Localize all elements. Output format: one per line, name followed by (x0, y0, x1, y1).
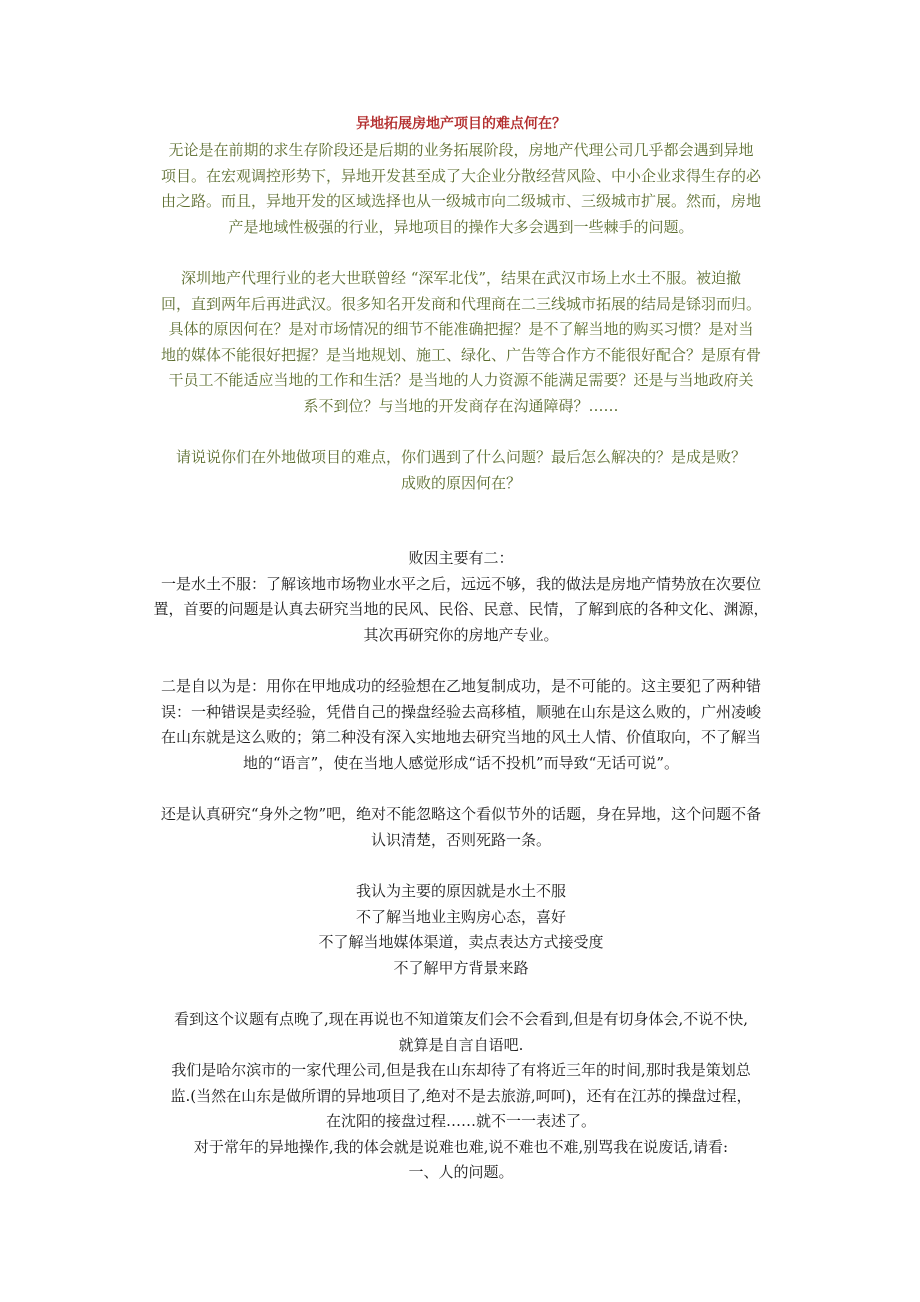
reply-line: 在山东就是这么败的；第二种没有深入实地地去研究当地的风土人情、价值取向，不了解当 (160, 728, 761, 746)
spacer (140, 240, 782, 266)
shenzhen-paragraph (140, 266, 782, 419)
intro-line: 项目。在宏观调控形势下，异地开发甚至成了大企业分散经营风险、中小企业求得生存的必 (160, 166, 761, 185)
reply-line: 不了解甲方背景来路 (393, 958, 529, 977)
reply-line: 监.(当然在山东是做所谓的异地项目了,绝对不是去旅游,呵呵)，还有在江苏的操盘过程， (170, 1086, 752, 1105)
shenzhen-line: 干员工不能适应当地的工作和生活？是当地的人力资源不能满足需要？还是与当地政府关 (168, 371, 754, 389)
shenzhen-line: 具体的原因何在？是对市场情况的细节不能准确把握？是不了解当地的购买习惯？是对当 (168, 320, 754, 338)
shenzhen-line: 系不到位？与当地的开发商存在沟通障碍？…… (303, 396, 619, 415)
spacer (140, 648, 782, 674)
reply-line: 在沈阳的接盘过程……就不一一表述了。 (325, 1112, 596, 1130)
reply-line: 二是自以为是：用你在甲地成功的经验想在乙地复制成功，是不可能的。这主要犯了两种错 (160, 677, 761, 695)
reply-line: 看到这个议题有点晚了,现在再说也不知道策友们会不会看到,但是有切身体会,不说不快, (173, 1010, 749, 1028)
intro-line: 产是地域性极强的行业，异地项目的操作大多会遇到一些棘手的问题。 (228, 217, 694, 236)
reply-line: 就算是自言自语吧. (398, 1035, 524, 1054)
reply-2 (140, 879, 782, 981)
spacer (140, 496, 782, 546)
reply-line: 我们是哈尔滨市的一家代理公司,但是我在山东却待了有将近三年的时间,那时我是策划总 (171, 1061, 751, 1079)
reply-line: 一是水土不服：了解该地市场物业水平之后，远远不够，我的做法是房地产情势放在次要位 (160, 574, 761, 593)
reply-line: 还是认真研究“身外之物”吧，绝对不能忽略这个看似节外的话题，身在异地，这个问题不备 (160, 805, 762, 823)
spacer (140, 853, 782, 879)
reply-line: 地的“语言”，使在当地人感觉形成“话不投机”而导致“无话可说”。 (242, 753, 679, 772)
question-paragraph (140, 445, 782, 496)
reply-heading: 败因主要有二： (408, 549, 514, 567)
intro-line: 无论是在前期的求生存阶段还是后期的业务拓展阶段，房地产代理公司几乎都会遇到异地 (168, 141, 754, 159)
question-line: 成败的原因何在？ (400, 473, 521, 492)
spacer (140, 419, 782, 445)
reply-line: 置，首要的问题是认真去研究当地的民风、民俗、民意、民情，了解到底的各种文化、渊源， (153, 600, 769, 618)
reply-3 (140, 1007, 782, 1186)
intro-paragraph (140, 138, 782, 240)
question-line: 请说说你们在外地做项目的难点，你们遇到了什么问题？最后怎么解决的？是成是败？ (175, 448, 746, 466)
reply-line: 不了解当地业主购房心态，喜好 (355, 907, 566, 926)
spacer (140, 776, 782, 802)
reply-1 (140, 546, 782, 853)
reply-line: 我认为主要的原因就是水土不服 (355, 882, 566, 900)
reply-line: 认识清楚，否则死路一条。 (370, 830, 551, 849)
intro-line: 由之路。而且，异地开发的区域选择也从一级城市向二级城市、三级城市扩展。然而，房地 (160, 192, 761, 210)
reply-line: 其次再研究你的房地产专业。 (363, 625, 559, 644)
document-page (140, 112, 782, 1186)
reply-line: 误：一种错误是卖经验，凭借自己的操盘经验去高移植，顺驰在山东是这么败的，广州凌峻 (160, 702, 761, 721)
reply-line: 一、人的问题。 (408, 1163, 514, 1181)
spacer (140, 981, 782, 1007)
reply-line: 不了解当地媒体渠道，卖点表达方式接受度 (318, 933, 604, 951)
shenzhen-line: 地的媒体不能很好把握？是当地规划、施工、绿化、广告等合作方不能很好配合？是原有骨 (160, 345, 761, 364)
document-title: 异地拓展房地产项目的难点何在？ (356, 116, 566, 132)
reply-line: 对于常年的异地操作,我的体会就是说难也难,说不难也不难,别骂我在说废话,请看: (193, 1137, 729, 1156)
shenzhen-line: 回，直到两年后再进武汉。很多知名开发商和代理商在二三线城市拓展的结局是铩羽而归。 (160, 294, 761, 313)
shenzhen-line: 深圳地产代理行业的老大世联曾经 “深军北伐”，结果在武汉市场上水土不服。被迫撤 (180, 269, 742, 287)
